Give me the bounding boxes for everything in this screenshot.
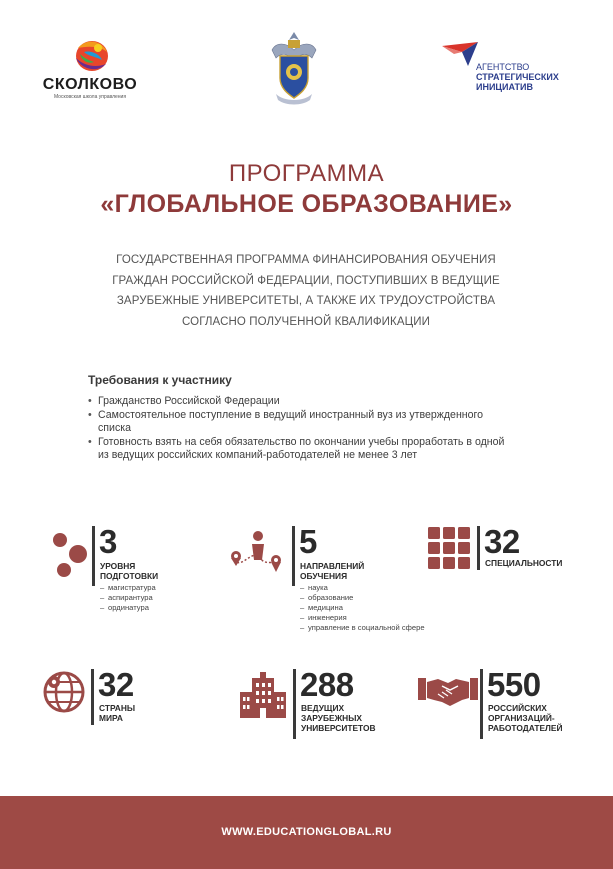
requirement-item: • Готовность взять на себя обязательство по окончании учебы проработать в одной из ведущих российских компаний-работодателей не менее 3 лет bbox=[88, 436, 518, 463]
asi-arrow-icon bbox=[440, 40, 480, 70]
levels-number: 3 bbox=[99, 523, 117, 560]
divider bbox=[292, 526, 295, 586]
levels-caption-line: УРОВНЯ bbox=[100, 561, 136, 571]
divider bbox=[477, 526, 480, 570]
employers-caption-line: РАБОТОДАТЕЛЕЙ bbox=[488, 723, 563, 733]
divider bbox=[92, 526, 95, 586]
asi-name bbox=[476, 62, 586, 92]
countries-caption bbox=[99, 703, 135, 723]
building-icon bbox=[238, 670, 288, 720]
directions-caption-line: ОБУЧЕНИЯ bbox=[300, 571, 348, 581]
program-name: «ГЛОБАЛЬНОЕ ОБРАЗОВАНИЕ» bbox=[100, 190, 513, 218]
asi-logo bbox=[440, 40, 580, 100]
list-item: – наука bbox=[300, 583, 430, 593]
description-line: СОГЛАСНО ПОЛУЧЕННОЙ КВАЛИФИКАЦИИ bbox=[182, 315, 430, 328]
globe-pin-icon bbox=[42, 670, 86, 714]
website-link[interactable]: WWW.EDUCATIONGLOBAL.RU bbox=[221, 826, 392, 838]
requirement-item: • Гражданство Российской Федерации bbox=[88, 395, 518, 409]
levels-list bbox=[100, 583, 156, 613]
list-item: – образование bbox=[300, 593, 430, 603]
list-item: – магистратура bbox=[100, 583, 156, 593]
countries-number: 32 bbox=[98, 666, 134, 703]
coat-of-arms-seal bbox=[266, 28, 322, 108]
handshake-icon bbox=[418, 674, 478, 708]
specialties-number: 32 bbox=[484, 523, 520, 560]
skolkovo-subtitle: Московская школа управления bbox=[53, 94, 127, 100]
countries-caption-line: СТРАНЫ bbox=[99, 703, 136, 713]
program-description bbox=[96, 250, 516, 332]
route-pins-icon bbox=[228, 530, 286, 576]
universities-caption-line: ЗАРУБЕЖНЫХ bbox=[301, 713, 362, 723]
directions-list bbox=[300, 583, 430, 633]
levels-caption-line: ПОДГОТОВКИ bbox=[100, 571, 159, 581]
divider bbox=[293, 669, 296, 739]
requirements-heading: Требования к участнику bbox=[88, 373, 232, 387]
employers-number: 550 bbox=[487, 666, 541, 703]
skolkovo-logo bbox=[40, 38, 150, 100]
levels-caption bbox=[100, 561, 158, 581]
skolkovo-emblem-icon bbox=[72, 38, 112, 74]
dots-icon bbox=[50, 530, 90, 580]
divider bbox=[480, 669, 483, 739]
employers-caption bbox=[488, 703, 563, 733]
coat-of-arms-icon bbox=[266, 28, 322, 108]
universities-caption-line: УНИВЕРСИТЕТОВ bbox=[301, 723, 376, 733]
directions-caption-line: НАПРАВЛЕНИЙ bbox=[300, 561, 365, 571]
asi-line1: АГЕНТСТВО bbox=[476, 62, 530, 72]
program-title: ПРОГРАММА bbox=[228, 160, 385, 187]
list-item: – управление в социальной сфере bbox=[300, 623, 430, 633]
list-item: – аспирантура bbox=[100, 593, 156, 603]
list-item: – инженерия bbox=[300, 613, 430, 623]
asi-line3: ИНИЦИАТИВ bbox=[476, 82, 533, 92]
asi-line2: СТРАТЕГИЧЕСКИХ bbox=[476, 72, 559, 82]
description-line: ГОСУДАРСТВЕННАЯ ПРОГРАММА ФИНАНСИРОВАНИЯ ОБУЧЕНИЯ bbox=[116, 254, 496, 266]
skolkovo-name: СКОЛКОВО bbox=[42, 76, 138, 93]
requirements-list bbox=[88, 395, 518, 463]
universities-number: 288 bbox=[300, 666, 354, 703]
divider bbox=[91, 669, 94, 725]
universities-caption bbox=[301, 703, 376, 733]
description-line: ЗАРУБЕЖНЫЕ УНИВЕРСИТЕТЫ, А ТАКЖЕ ИХ ТРУДОУСТРОЙСТВА bbox=[116, 295, 496, 307]
employers-caption-line: РОССИЙСКИХ bbox=[488, 703, 547, 713]
directions-caption bbox=[300, 561, 364, 581]
grid-icon bbox=[428, 527, 470, 569]
specialties-caption: СПЕЦИАЛЬНОСТИ bbox=[485, 558, 563, 568]
employers-caption-line: ОРГАНИЗАЦИЙ- bbox=[488, 713, 555, 723]
description-line: ГРАЖДАН РОССИЙСКОЙ ФЕДЕРАЦИИ, ПОСТУПИВШИХ В ВЕДУЩИЕ bbox=[112, 274, 500, 287]
countries-caption-line: МИРА bbox=[99, 713, 123, 723]
universities-caption-line: ВЕДУЩИХ bbox=[301, 703, 345, 713]
list-item: – медицина bbox=[300, 603, 430, 613]
list-item: – ординатура bbox=[100, 603, 156, 613]
requirement-item: • Самостоятельное поступление в ведущий иностранный вуз из утвержденного списка bbox=[88, 409, 518, 436]
directions-number: 5 bbox=[299, 523, 317, 560]
